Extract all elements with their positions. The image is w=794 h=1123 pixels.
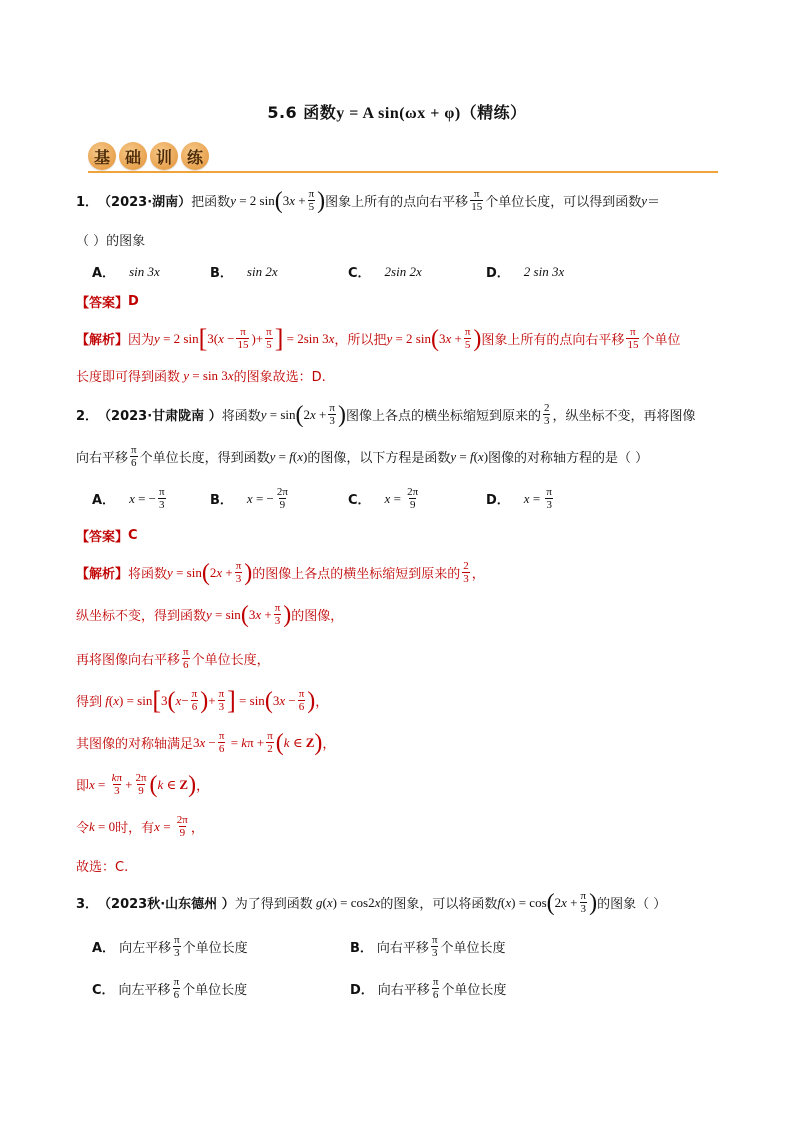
q2-stem-text: 个单位长度，得到函数	[139, 451, 270, 466]
analysis-text: 其图像的对称轴满足	[76, 737, 194, 752]
q2-analysis-line6: 即 x = $\frac{k\pi}{3}$ + $\frac{2\pi}{9}$ ( k ∈ Z ) ，	[76, 771, 210, 798]
analysis-text: 将函数	[128, 567, 168, 582]
q2-stem-text: 将函数	[221, 409, 261, 424]
q2-analysis-line5: 其图像的对称轴满足 3 x − $\frac{\pi}{6}$ = k π + $\frac{\pi}{2}$ ( k ∈ Z ) ，	[76, 729, 336, 756]
option-label: B．	[350, 941, 373, 956]
option-label: A．	[92, 266, 116, 281]
q2-analysis-line4: 得到 f ( x ) = sin [ 3 ( x − $\frac{\pi}{6}$ ) + $\frac{\pi}{3}$ ] = sin ( 3 x − $\frac{\pi}{6}$ ) ，	[76, 685, 329, 715]
title-math: y = A sin(ωx + φ)	[336, 105, 461, 122]
q2-number: 2．	[76, 409, 99, 424]
option-label: A．	[92, 493, 116, 508]
option-text: 个单位长度	[182, 983, 248, 998]
option-text: 个单位长度	[440, 941, 506, 956]
analysis-text: 纵坐标不变，得到函数	[76, 609, 207, 624]
title-suffix: （精练）	[460, 103, 527, 122]
option-label: C．	[92, 983, 115, 998]
q1-option-d[interactable]	[486, 262, 564, 281]
analysis-text: ，所以把	[334, 333, 387, 348]
analysis-text: 的图像，	[291, 609, 344, 624]
option-text: sin 2x	[246, 263, 278, 279]
option-text: 向右平移	[377, 983, 430, 998]
q1-analysis-line2: 长度即可得到函数 y = sin 3 x 的图象故选：D.	[76, 367, 326, 385]
option-text: 个单位长度	[182, 941, 248, 956]
q1-stem-line1: 1． （2023·湖南） 把函数 y = 2 sin ( 3 x + $\frac{\pi}{5}$ ) 图象上所有的点向右平移 $\frac{\pi}{15}$ 个单位长度，可以得到函数 y ＝	[76, 187, 660, 214]
q3-option-d[interactable]: D． 向右平移 $\frac{\pi}{6}$ 个单位长度	[350, 976, 507, 1001]
q2-stem-text: ，纵坐标不变，再将图像	[552, 409, 696, 424]
analysis-text: 得到	[76, 695, 103, 710]
option-label: B．	[210, 266, 233, 281]
q2-option-c[interactable]: C． x = $\frac{2\pi}{9}$	[348, 486, 419, 511]
answer-tag: 【答案】	[76, 530, 129, 545]
analysis-text: 的图象故选：D.	[233, 370, 326, 385]
q3-source: （2023秋·山东德州 ）	[98, 897, 235, 912]
q2-analysis-line1: 【解析】 将函数 y = sin ( 2 x + $\frac{\pi}{3}$ ) 的图像上各点的横坐标缩短到原来的 $\frac{2}{3}$ ，	[76, 559, 485, 586]
option-text: 向左平移	[118, 983, 171, 998]
analysis-text: 故选：C.	[76, 860, 129, 875]
q1-option-b[interactable]	[210, 262, 278, 281]
option-text: sin 3x	[129, 263, 160, 279]
q1-stem-text: 图象上所有的点向右平移	[325, 195, 469, 210]
analysis-tag: 【解析】	[76, 567, 129, 582]
q2-option-b[interactable]: B． x = − $\frac{2\pi}{9}$	[210, 486, 288, 511]
option-text: 向左平移	[119, 941, 172, 956]
q2-option-d[interactable]: D． x = $\frac{\pi}{3}$	[486, 486, 552, 511]
q1-stem-text: 个单位长度，可以得到函数	[485, 195, 642, 210]
section-divider	[88, 171, 718, 173]
q2-stem-text: 图像上各点的横坐标缩短到原来的	[345, 409, 541, 424]
q2-answer	[76, 526, 138, 545]
option-label: D．	[486, 493, 510, 508]
option-text: 向右平移	[376, 941, 429, 956]
analysis-text: 再将图像向右平移	[76, 653, 181, 668]
analysis-text: 即	[76, 779, 90, 794]
analysis-text: 图象上所有的点向右平移	[481, 333, 625, 348]
q1-option-c[interactable]	[348, 262, 422, 281]
q2-stem-text: 的图像，以下方程是函数	[307, 451, 451, 466]
option-label: B．	[210, 493, 233, 508]
title-prefix: 5.6 函数	[267, 103, 337, 122]
option-text: 2 sin 3x	[523, 263, 565, 279]
section-banner	[88, 142, 209, 172]
analysis-text: 的图像上各点的横坐标缩短到原来的	[252, 567, 461, 582]
q2-stem-text: 图像的对称轴方程的是（ ）	[488, 451, 649, 466]
answer-tag: 【答案】	[76, 296, 129, 311]
q1-stem-text: ＝	[646, 195, 660, 210]
analysis-text: 时，有	[115, 821, 155, 836]
q1-stem-line2	[76, 230, 145, 249]
option-label: A．	[92, 941, 116, 956]
page-title	[0, 100, 794, 123]
analysis-text: 个单位长度，	[191, 653, 270, 668]
option-label: D．	[350, 983, 374, 998]
analysis-text: 因为	[128, 333, 155, 348]
q2-stem-text: 向右平移	[76, 451, 129, 466]
q2-stem-line2: 向右平移 $\frac{\pi}{6}$ 个单位长度，得到函数 y = f ( x ) 的图像，以下方程是函数 y = f ( x ) 图像的对称轴方程的是（ ）	[76, 444, 649, 469]
q1-analysis-line1: 【解析】 因为 y = 2 sin [ 3( x − $\frac{\pi}{15}$ )+ $\frac{\pi}{5}$ ] = 2sin 3 x ，所以把 y = 2 sin ( 3 x + $\frac{\pi}{5}$ ) 图象上所有的点向右平移 $\frac{\pi}{15}$ 个单位	[76, 323, 681, 353]
q1-func-expr: y	[230, 192, 236, 208]
option-label: D．	[486, 266, 510, 281]
q1-number: 1．	[76, 195, 99, 210]
analysis-text: 个单位	[641, 333, 681, 348]
analysis-text: 长度即可得到函数	[76, 370, 181, 385]
q3-stem-text: 的图象（ ）	[597, 897, 667, 912]
q2-analysis-line7: 令 k = 0 时，有 x = $\frac{2\pi}{9}$ ，	[76, 814, 204, 839]
analysis-tag: 【解析】	[76, 333, 129, 348]
answer-value: D	[128, 294, 139, 309]
q1-answer	[76, 292, 139, 311]
q1-source: （2023·湖南）	[98, 195, 192, 210]
q2-stem-line1: 2． （2023·甘肃陇南 ） 将函数 y = sin ( 2 x + $\frac{\pi}{3}$ ) 图像上各点的横坐标缩短到原来的 $\frac{2}{3}$ ，纵坐标不变，再将图像	[76, 401, 696, 428]
q3-option-b[interactable]: B． 向右平移 $\frac{\pi}{3}$ 个单位长度	[350, 934, 506, 959]
q1-option-a[interactable]	[92, 262, 160, 281]
q2-analysis-line2: 纵坐标不变，得到函数 y = sin ( 3 x + $\frac{\pi}{3}$ ) 的图像，	[76, 601, 344, 628]
q3-option-a[interactable]: A． 向左平移 $\frac{\pi}{3}$ 个单位长度	[92, 934, 248, 959]
q3-option-c[interactable]: C． 向左平移 $\frac{\pi}{6}$ 个单位长度	[92, 976, 248, 1001]
q2-analysis-line8	[76, 856, 128, 875]
banner-char: 训	[150, 142, 178, 170]
q3-stem-text: 的图象，可以将函数	[380, 897, 498, 912]
q1-stem-text: （ ）的图象	[76, 234, 146, 249]
q3-stem-text: 为了得到函数	[234, 897, 313, 912]
option-text: 2sin 2x	[384, 263, 422, 279]
q2-analysis-line3: 再将图像向右平移 $\frac{\pi}{6}$ 个单位长度，	[76, 646, 270, 671]
q3-number: 3．	[76, 897, 99, 912]
q1-stem-text: 把函数	[191, 195, 231, 210]
option-text: 个单位长度	[441, 983, 507, 998]
q2-source: （2023·甘肃陇南 ）	[98, 409, 222, 424]
banner-char: 基	[88, 142, 116, 170]
option-label: C．	[348, 266, 371, 281]
banner-char: 练	[181, 142, 209, 170]
q2-option-a[interactable]: A． x = − $\frac{\pi}{3}$	[92, 486, 165, 511]
analysis-text: 令	[76, 821, 90, 836]
banner-char: 础	[119, 142, 147, 170]
answer-value: C	[128, 528, 138, 543]
option-label: C．	[348, 493, 371, 508]
q3-stem: 3． （2023秋·山东德州 ） 为了得到函数 g ( x ) = cos2 x 的图象，可以将函数 f ( x ) = cos ( 2 x + $\frac{\pi}{3}$ ) 的图象（ ）	[76, 889, 667, 916]
